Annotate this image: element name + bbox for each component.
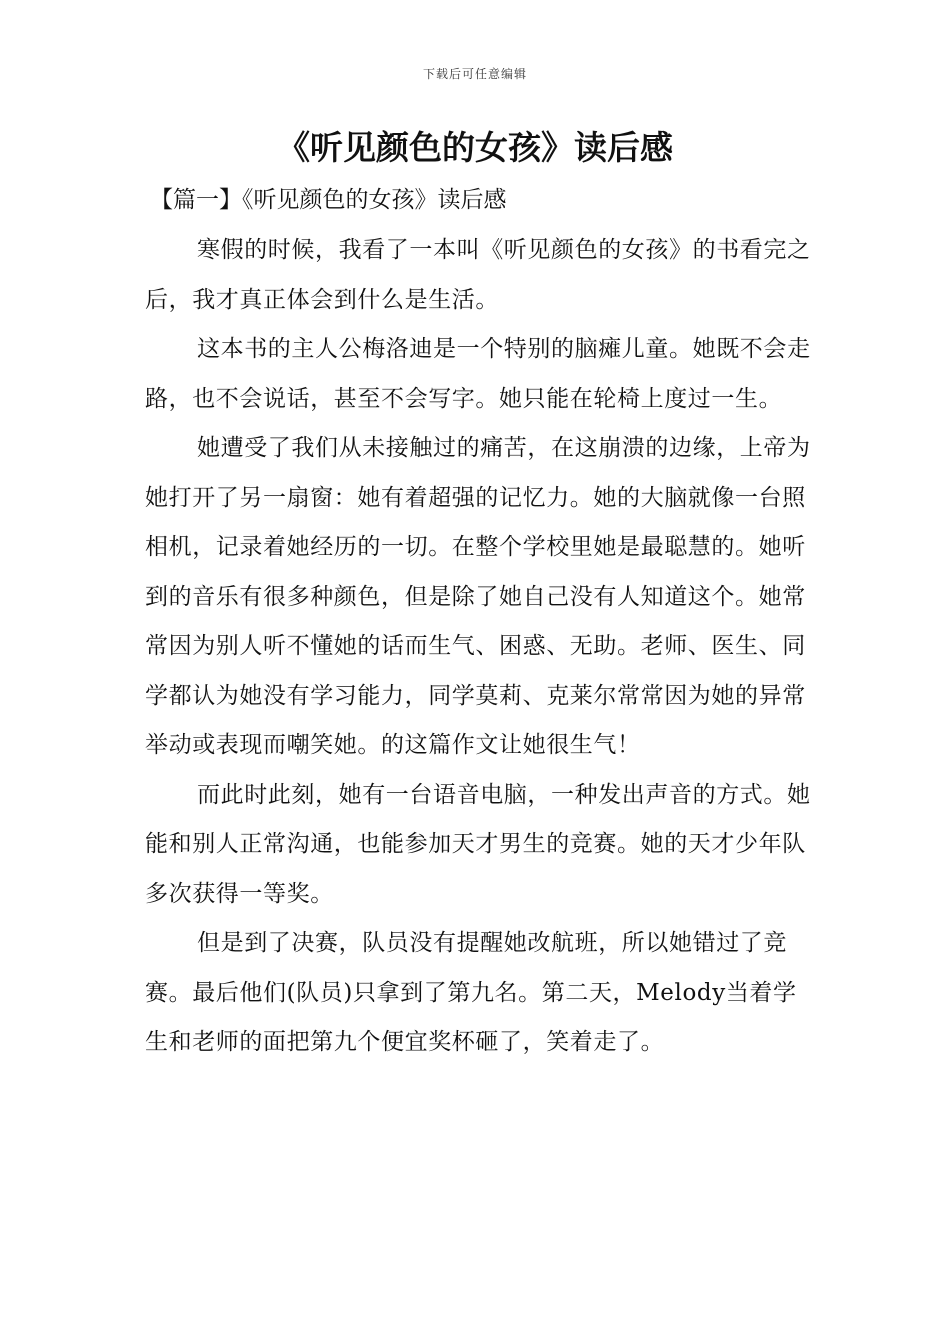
- paragraph: 这本书的主人公梅洛迪是一个特别的脑瘫儿童。她既不会走路，也不会说话，甚至不会写字。她只能在轮椅上度过一生。: [145, 336, 811, 412]
- paragraph: 寒假的时候，我看了一本叫《听见颜色的女孩》的书看完之后，我才真正体会到什么是生活。: [145, 237, 811, 313]
- paragraph: 但是到了决赛，队员没有提醒她改航班，所以她错过了竞赛。最后他们(队员)只拿到了第九名。第二天，Melody当着学生和老师的面把第九个便宜奖杯砸了，笑着走了。: [145, 930, 797, 1055]
- paragraph: 她遭受了我们从未接触过的痛苦，在这崩溃的边缘，上帝为她打开了另一扇窗：她有着超强的记忆力。她的大脑就像一台照相机，记录着她经历的一切。在整个学校里她是最聪慧的。她听到的音乐有很多种颜色，但是除了她自己没有人知道这个。她常常因为别人听不懂她的话而生气、困惑、无助。老师、医生、同学都认为她没有学习能力，同学莫莉、克莱尔常常因为她的异常举动或表现而嘲笑她。的这篇作文让她很生气！: [145, 435, 811, 758]
- document-title: 《听见颜色的女孩》读后感: [277, 128, 673, 167]
- section-heading: 【篇一】《听见颜色的女孩》读后感: [150, 187, 507, 213]
- paragraph: 而此时此刻，她有一台语音电脑，一种发出声音的方式。她能和别人正常沟通，也能参加天才男生的竞赛。她的天才少年队多次获得一等奖。: [145, 781, 811, 907]
- header-note: 下载后可任意编辑: [422, 67, 527, 81]
- body-text: [145, 226, 817, 1068]
